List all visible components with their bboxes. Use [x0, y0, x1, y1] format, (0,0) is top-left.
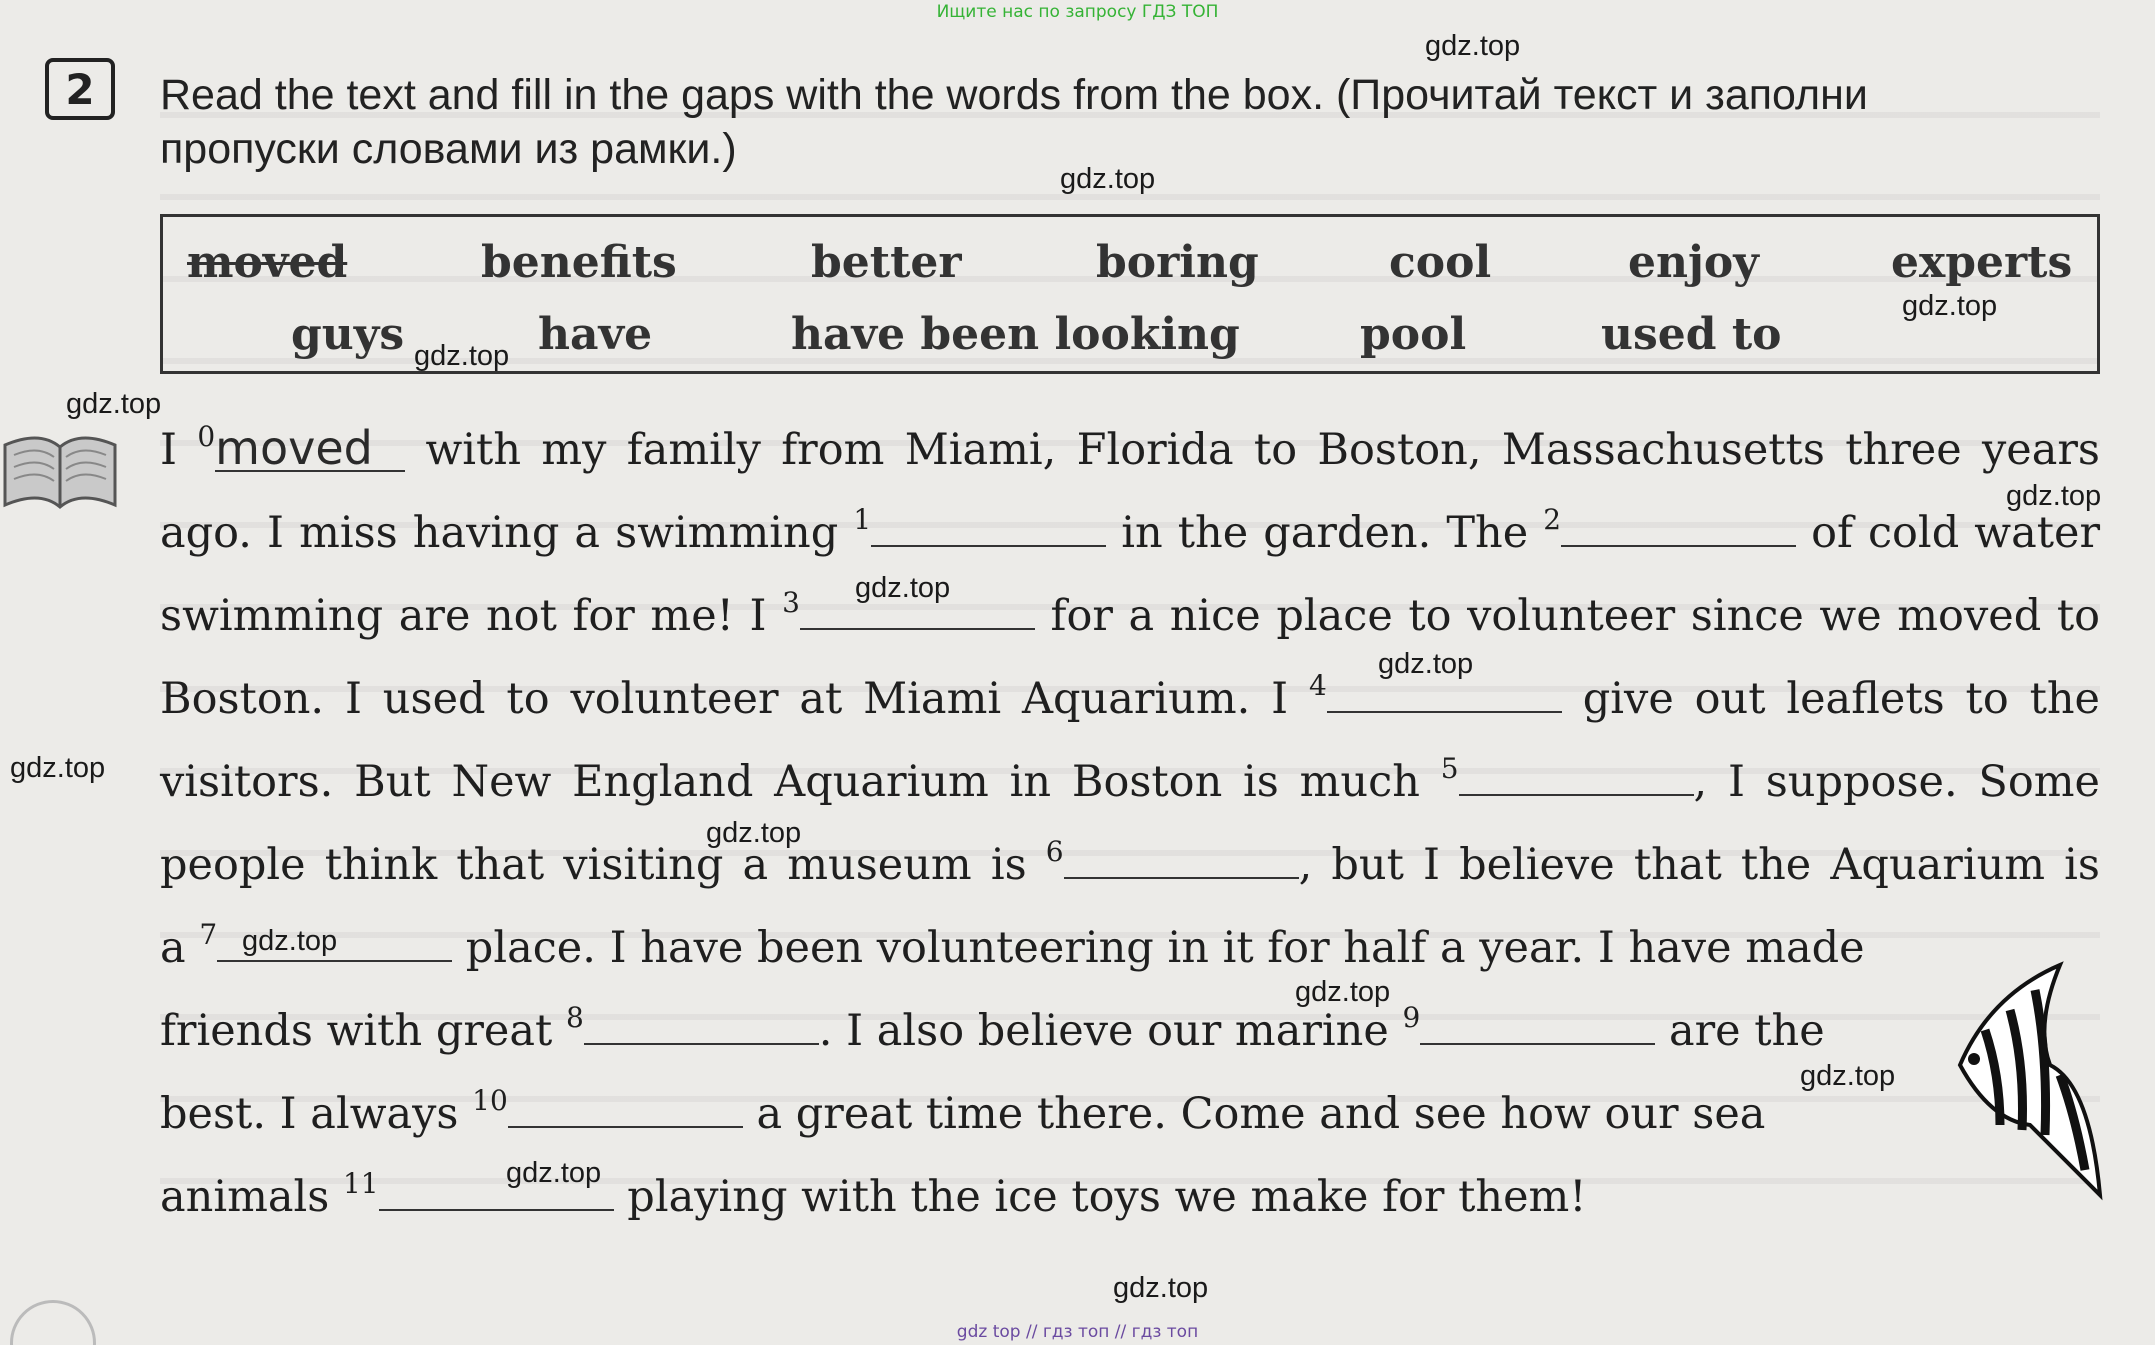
watermark: gdz.top [706, 817, 802, 849]
passage-line-1: I $^0$moved with my family from Miami, Florida to Boston, Massachusetts three years [160, 420, 2100, 475]
passage-line-10: animals $^{11}$ playing with the ice toys we make for them! [160, 1167, 1587, 1222]
word-benefits: benefits [481, 237, 677, 288]
word-used-to: used to [1601, 309, 1782, 360]
top-banner[interactable]: Ищите нас по запросу ГДЗ ТОП [936, 2, 1219, 22]
gap-1-field[interactable] [871, 511, 1106, 547]
bottom-banner[interactable]: gdz top // гдз топ // гдз топ [956, 1322, 1199, 1342]
angelfish-icon [1940, 955, 2110, 1205]
watermark: gdz.top [10, 752, 106, 784]
word-cool: cool [1389, 237, 1492, 288]
gap-0-answer: moved [215, 426, 405, 472]
gap-number: 0 [197, 420, 216, 453]
passage-line-4: Boston. I used to volunteer at Miami Aquarium. I $^4$ give out leaflets to the [160, 669, 2100, 724]
passage-line-2: ago. I miss having a swimming $^1$ in the garden. The $^2$ of cold water [160, 503, 2100, 558]
watermark: gdz.top [1378, 648, 1474, 680]
passage-line-6: people think that visiting a museum is $^6$ , but I believe that the Aquarium is [160, 835, 2100, 890]
passage-line-7: a $^7$ place. I have been volunteering in it for half a year. I have made [160, 918, 1865, 973]
gap-6-field[interactable] [1064, 843, 1299, 879]
word-guys: guys [291, 309, 405, 360]
watermark: gdz.top [1902, 290, 1998, 322]
word-pool: pool [1360, 309, 1467, 360]
exercise-number: 2 [45, 58, 115, 120]
watermark: gdz.top [1060, 163, 1156, 195]
passage-line-3: swimming are not for me! I $^3$ for a nice place to volunteer since we moved to [160, 586, 2100, 641]
watermark: gdz.top [414, 340, 510, 372]
gap-5-field[interactable] [1459, 760, 1694, 796]
watermark: gdz.top [855, 572, 951, 604]
watermark: gdz.top [506, 1157, 602, 1189]
instruction-line-2: пропуски словами из рамки.) [160, 125, 737, 173]
word-have-been-looking: have been looking [791, 309, 1240, 360]
gap-4-field[interactable] [1327, 677, 1562, 713]
watermark: gdz.top [242, 925, 338, 957]
word-have: have [538, 309, 653, 360]
word-experts: experts [1891, 237, 2073, 288]
watermark: gdz.top [1295, 976, 1391, 1008]
watermark: gdz.top [2006, 480, 2102, 512]
gap-8-field[interactable] [584, 1009, 819, 1045]
open-book-icon [0, 425, 120, 515]
passage-line-5: visitors. But New England Aquarium in Boston is much $^5$ , I suppose. Some [160, 752, 2100, 807]
word-moved: moved [187, 237, 348, 288]
gap-10-field[interactable] [508, 1092, 743, 1128]
word-better: better [811, 237, 962, 288]
watermark: gdz.top [66, 388, 162, 420]
watermark: gdz.top [1425, 30, 1521, 62]
gap-2-field[interactable] [1561, 511, 1796, 547]
watermark: gdz.top [1113, 1272, 1209, 1304]
gap-9-field[interactable] [1420, 1009, 1655, 1045]
word-boring: boring [1096, 237, 1259, 288]
instruction-line-1: Read the text and fill in the gaps with the words from the box. (Прочитай текст и заполни [160, 71, 1868, 119]
watermark: gdz.top [1800, 1060, 1896, 1092]
passage-line-9: best. I always $^{10}$ a great time there. Come and see how our sea [160, 1084, 1766, 1139]
exercise-instruction [160, 68, 2110, 176]
passage-line-8: friends with great $^8$ . I also believe our marine $^9$ are the [160, 1001, 1825, 1056]
word-enjoy: enjoy [1628, 237, 1759, 288]
